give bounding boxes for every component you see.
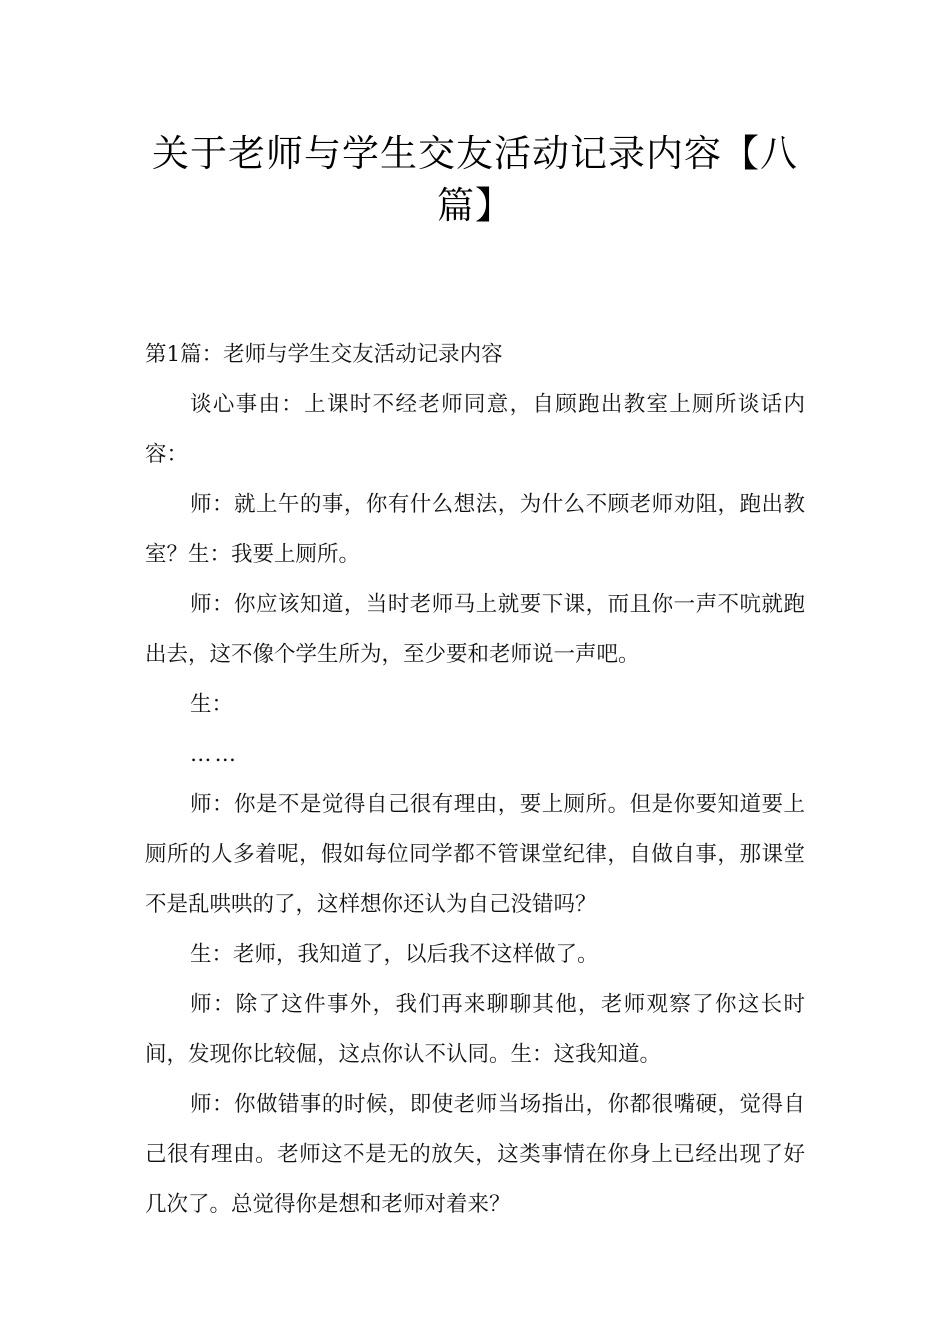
paragraph: 谈心事由：上课时不经老师同意，自顾跑出教室上厕所谈话内容： <box>145 392 805 467</box>
section-heading: 第1篇：老师与学生交友活动记录内容 <box>145 342 503 367</box>
paragraph: 生：老师，我知道了，以后我不这样做了。 <box>190 942 599 967</box>
paragraph: 师：就上午的事，你有什么想法，为什么不顾老师劝阻，跑出教室？生：我要上厕所。 <box>145 492 805 567</box>
paragraph: 生： <box>190 692 234 717</box>
paragraph: 师：你是不是觉得自己很有理由，要上厕所。但是你要知道要上厕所的人多着呢，假如每位同学都不管课堂纪律，自做自事，那课堂不是乱哄哄的了，这样想你还认为自己没错吗？ <box>145 792 805 917</box>
document-body <box>145 330 805 1230</box>
document-title: 关于老师与学生交友活动记录内容【八篇】 <box>152 132 798 227</box>
paragraph: 师：你应该知道，当时老师马上就要下课，而且你一声不吭就跑出去，这不像个学生所为，至少要和老师说一声吧。 <box>145 592 805 667</box>
paragraph: 师：你做错事的时候，即使老师当场指出，你都很嘴硬，觉得自己很有理由。老师这不是无的放矢，这类事情在你身上已经出现了好几次了。总觉得你是想和老师对着来？ <box>145 1092 805 1217</box>
paragraph: 师：除了这件事外，我们再来聊聊其他，老师观察了你这长时间，发现你比较倔，这点你认不认同。生：这我知道。 <box>145 992 805 1067</box>
ellipsis-line: …… <box>190 742 239 767</box>
